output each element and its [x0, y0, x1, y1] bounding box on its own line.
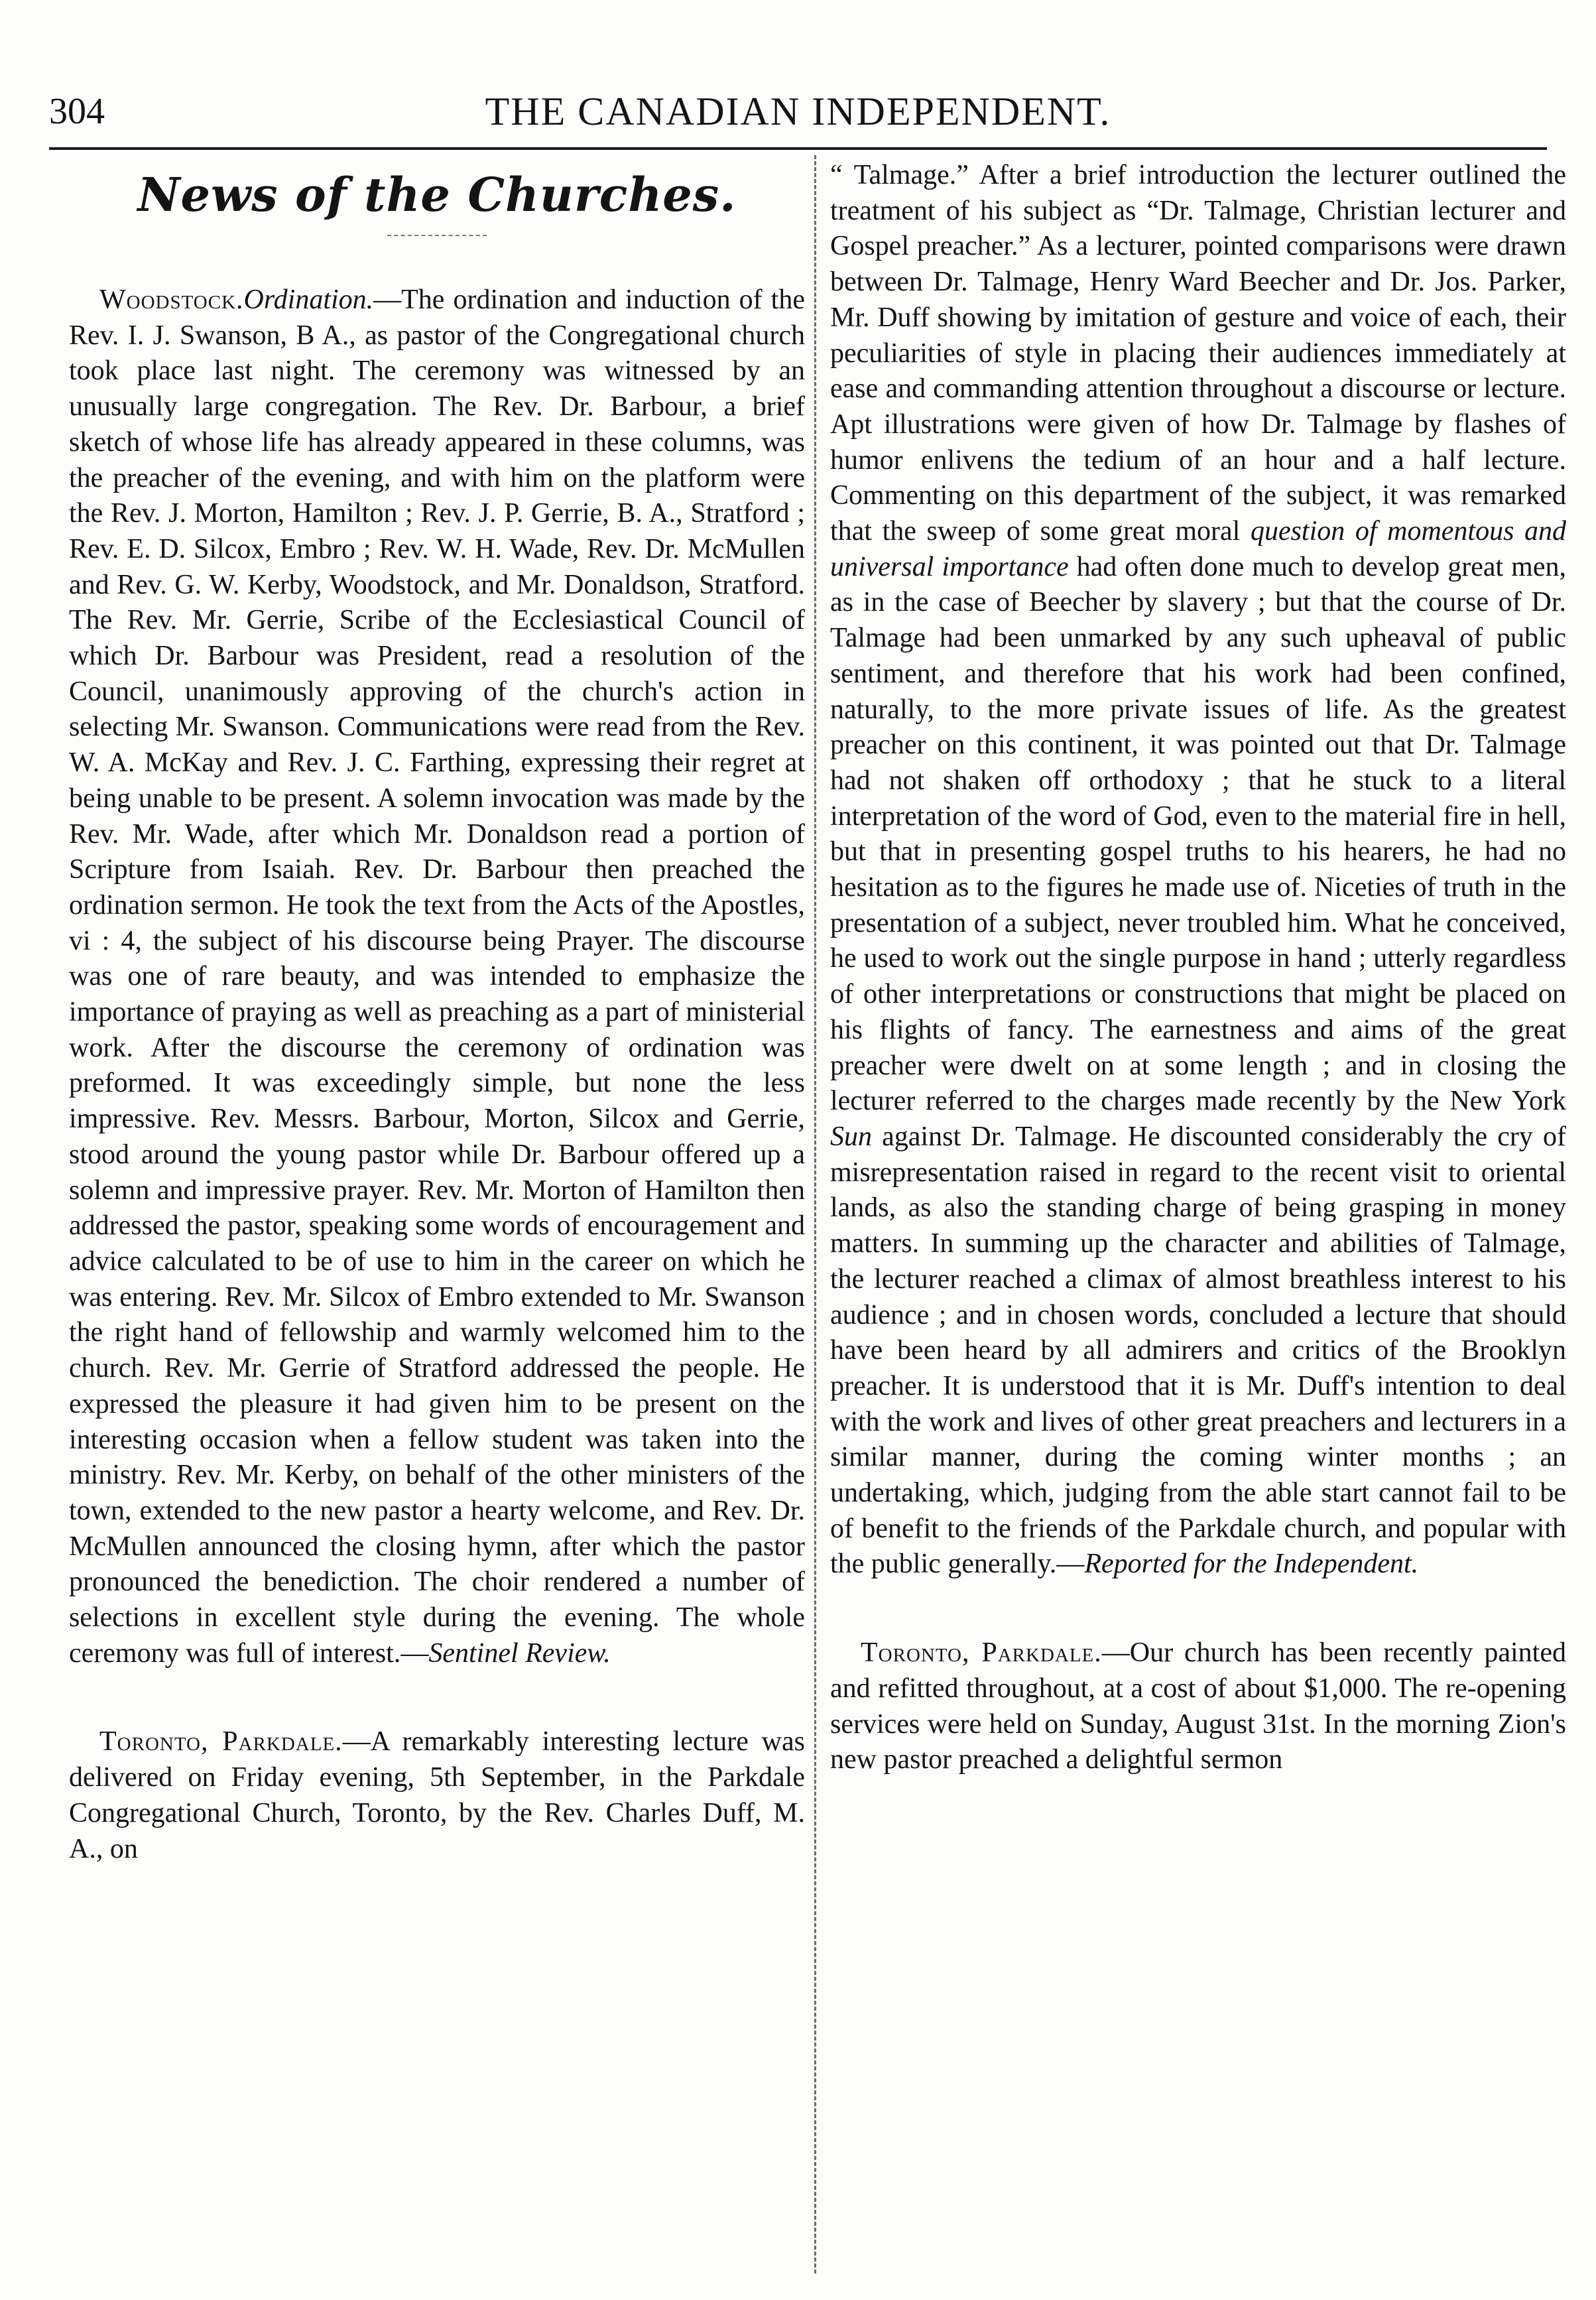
parkdale-lecture-body-right-3: against Dr. Talmage. He discounted considerably the cry of misrepresentation raised in regard to the recent visit to oriental lands, as also the standing charge of being grasping in money matters. In summing up the character and abilities of Talmage, the lecturer reached a climax of almost breathless interest to his audience ; and in chosen words, concluded a lecture that should have been heard by all admirers and critics of the Brooklyn preacher. It is understood that it is Mr. Duff's intention to deal with the work and lives of other great preachers and lecturers in a similar manner, during the coming winter months ; an undertaking, which, judging from the able start cannot fail to be of benefit to the friends of the Parkdale church, and popular with the public generally.—: [830, 1121, 1566, 1580]
article-gap: [69, 1671, 805, 1724]
newspaper-name: Sun: [830, 1121, 872, 1152]
title-rule: [387, 235, 487, 236]
parkdale-lecture-place: Toronto, Parkdale.: [99, 1726, 343, 1757]
woodstock-body: —The ordination and induction of the Rev. I. J. Swanson, B A., as pastor of the Congregational church took place last night. The ceremony was witnessed by an unusually large congregation. The Rev. Dr. Barbour, a brief sketch of whose life has already appeared in these columns, was the preacher of the evening, and with him on the platform were the Rev. J. Morton, Hamilton ; Rev. J. P. Gerrie, B. A., Stratford ; Rev. E. D. Silcox, Embro ; Rev. W. H. Wade, Rev. Dr. McMullen and Rev. G. W. Kerby, Woodstock, and Mr. Donaldson, Stratford. The Rev. Mr. Gerrie, Scribe of the Ecclesiastical Council of which Dr. Barbour was President, read a resolution of the Council, unanimously approving of the church's action in selecting Mr. Swanson. Communications were read from the Rev. W. A. McKay and Rev. J. C. Farthing, expressing their regret at being unable to be present. A solemn invocation was made by the Rev. Mr. Wade, after which Mr. Donaldson read a portion of Scripture from Isaiah. Rev. Dr. Barbour then preached the ordination sermon. He took the text from the Acts of the Apostles, vi : 4, the subject of his discourse being Prayer. The discourse was one of rare beauty, and was intended to emphasize the importance of praying as well as preaching as a part of ministerial work. After the discourse the ceremony of ordination was preformed. It was exceedingly simple, but none the less impressive. Rev. Messrs. Barbour, Morton, Silcox and Gerrie, stood around the young pastor while Dr. Barbour offered up a solemn and impressive prayer. Rev. Mr. Morton of Hamilton then addressed the pastor, speaking some words of encouragement and advice calculated to be of use to him in the career on which he was entering. Rev. Mr. Silcox of Embro extended to Mr. Swanson the right hand of fellowship and warmly welcomed him to the church. Rev. Mr. Gerrie of Stratford addressed the people. He expressed the pleasure it had given him to be present on the interesting occasion when a fellow student was taken into the ministry. Rev. Mr. Kerby, on behalf of the other ministers of the town, extended to the new pastor a hearty welcome, and Rev. Dr. McMullen announced the closing hymn, after which the pastor pronounced the benediction. The choir rendered a number of selections in excellent style during the evening. The whole ceremony was full of interest.—: [69, 285, 805, 1669]
parkdale-lecture-body-right-1: “ Talmage.” After a brief introduction the lecturer outlined the treatment of his subject as “Dr. Talmage, Christian lecturer and Gospel preacher.” As a lecturer, pointed comparisons were drawn between Dr. Talmage, Henry Ward Beecher and Dr. Jos. Parker, Mr. Duff showing by imitation of gesture and voice of each, their peculiarities of style in placing their audiences immediately at ease and commanding attention throughout a discourse or lecture. Apt illustrations were given of how Dr. Talmage by flashes of humor enlivens the tedium of an hour and a half lecture. Commenting on this department of the subject, it was remarked that the sweep of some great moral: [830, 160, 1566, 547]
page-header: [49, 85, 1547, 138]
woodstock-article: [69, 283, 805, 1671]
parkdale-lecture-body-left: —A remarkably interesting lecture was delivered on Friday evening, 5th September, in the Parkdale Congregational Church, Toronto, by the Rev. Charles Duff, M. A., on: [69, 1726, 805, 1864]
parkdale-lecture-italic-phrase: question of momentous and universal importance: [830, 516, 1566, 582]
section-title: News of the Churches.: [137, 167, 737, 222]
column-divider: [814, 155, 816, 2273]
left-column: [69, 158, 805, 2273]
parkdale-reopening-article: [830, 1635, 1566, 1778]
page-number: 304: [49, 91, 105, 132]
parkdale-reopening-place: Toronto, Parkdale.: [861, 1637, 1102, 1669]
parkdale-lecture-article-continued: [830, 158, 1566, 1582]
journal-title: THE CANADIAN INDEPENDENT.: [485, 90, 1111, 133]
article-gap: [830, 1582, 1566, 1635]
parkdale-lecture-article-start: [69, 1724, 805, 1867]
woodstock-source: Sentinel Review.: [428, 1637, 611, 1669]
right-column: [830, 158, 1566, 2273]
woodstock-heading: Ordination.: [243, 285, 374, 315]
header-rule: [49, 147, 1547, 150]
parkdale-reopening-body: —Our church has been recently painted and refitted throughout, at a cost of about $1,000. The re-opening services were held on Sunday, August 31st. In the morning Zion's new pastor preached a delightful sermon: [830, 1637, 1566, 1775]
woodstock-place: Woodstock.: [99, 285, 244, 315]
parkdale-lecture-source: Reported for the Independent.: [1084, 1549, 1419, 1580]
parkdale-lecture-body-right-2: had often done much to develop great men, as in the case of Beecher by slavery ; but that the course of Dr. Talmage had been unmarked by any such upheaval of public sentiment, and therefore that his work had been confined, naturally, to the more private issues of life. As the greatest preacher on this continent, it was pointed out that Dr. Talmage had not shaken off orthodoxy ; that he stuck to a literal interpretation of the word of God, even to the material fire in hell, but that in presenting gospel truths to his hearers, he had no hesitation as to the figures he made use of. Niceties of truth in the presentation of a subject, never troubled him. What he conceived, he used to work out the single purpose in hand ; utterly regardless of other interpretations or constructions that might be placed on his flights of fancy. The earnestness and aims of the great preacher were dwelt on at some length ; and in closing the lecturer referred to the charges made recently by the New York: [830, 551, 1566, 1117]
